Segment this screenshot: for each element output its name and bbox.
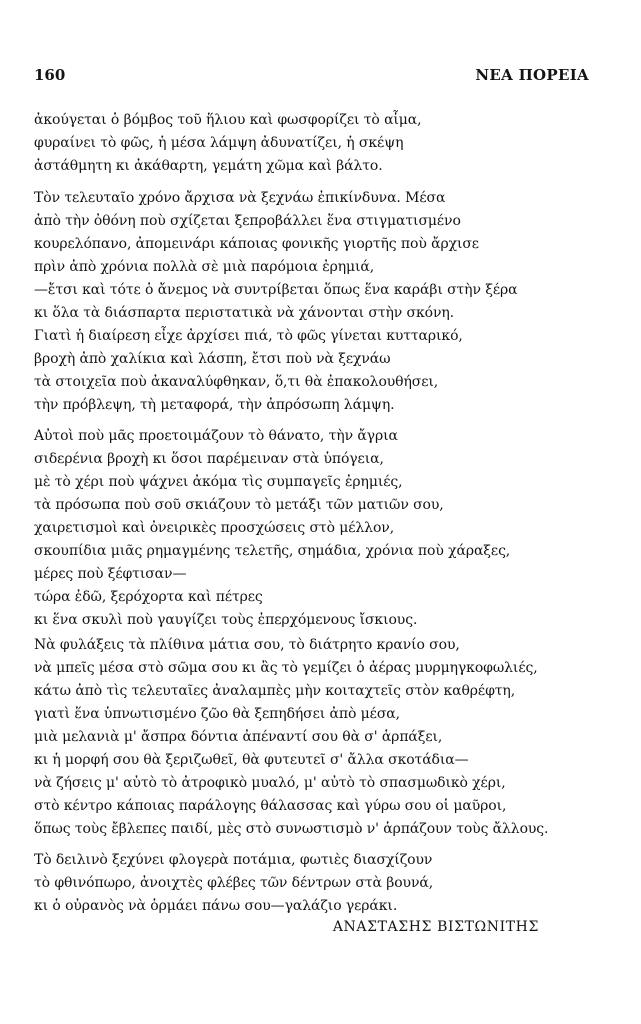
- poem-line: τὴν πρόβλεψη, τὴ μεταφορά, τὴν ἀπρόσωπη λάμψη.: [34, 397, 395, 413]
- poem-line: πρὶν ἀπὸ χρόνια πολλὰ σὲ μιὰ παρόμοια ἐρημιά,: [34, 259, 375, 275]
- poem-line: κι ἡ μορφή σου θὰ ξεριζωθεῖ, θὰ φυτευτεῖ σ' ἄλλα σκοτάδια—: [34, 752, 469, 768]
- poem-stanza-1: [34, 109, 594, 178]
- poem-line: ἀπὸ τὴν ὀθόνη ποὺ σχίζεται ξεπροβάλλει ἕνα στιγματισμένο: [34, 213, 461, 229]
- poem-line: χαιρετισμοὶ καὶ ὀνειρικὲς προσχώσεις στὸ μέλλον,: [34, 520, 395, 536]
- poem-line: μὲ τὸ χέρι ποὺ ψάχνει ἀκόμα τὶς συμπαγεῖς ἐρημιές,: [34, 474, 403, 490]
- poem-line: μέρες ποὺ ξέφτισαν—: [34, 566, 187, 582]
- poem-line: στὸ κέντρο κάποιας παράλογης θάλασσας καὶ γύρω σου οἱ μαῦροι,: [34, 798, 507, 814]
- poem-stanza-3: [34, 425, 594, 632]
- poem-line: νὰ ζήσεις μ' αὐτὸ τὸ ἀτροφικὸ μυαλό, μ' αὐτὸ τὸ σπασμωδικὸ χέρι,: [34, 775, 506, 791]
- poem-line: ὅπως τοὺς ἔβλεπες παιδί, μὲς στὸ συνωστισμὸ ν' ἁρπάζουν τοὺς ἄλλους.: [34, 821, 549, 837]
- poem-line: τώρα ἐδῶ, ξερόχορτα καὶ πέτρες: [34, 589, 263, 605]
- journal-title: ΝΕΑ ΠΟΡΕΙΑ: [475, 66, 589, 84]
- poem-line: —ἔτσι καὶ τότε ὁ ἄνεμος νὰ συντρίβεται ὅπως ἕνα καράβι στὴν ξέρα: [34, 282, 518, 298]
- poem-line: γιατὶ ἕνα ὑπνωτισμένο ζῶο θὰ ξεπηδήσει ἀπὸ μέσα,: [34, 706, 400, 722]
- poem-line: ἀκούγεται ὁ βόμβος τοῦ ἥλιου καὶ φωσφορίζει τὸ αἷμα,: [34, 112, 422, 128]
- poem-line: κι ὅλα τὰ διάσπαρτα περιστατικὰ νὰ χάνονται στὴν σκόνη.: [34, 305, 455, 321]
- poem-line: φυραίνει τὸ φῶς, ἡ μέσα λάμψη ἀδυνατίζει, ἡ σκέψη: [34, 135, 404, 151]
- poem-line: μιὰ μελανιὰ μ' ἄσπρα δόντια ἀπέναντί σου θὰ σ' ἁρπάξει,: [34, 729, 443, 745]
- poem-line: Τὸ δειλινὸ ξεχύνει φλογερὰ ποτάμια, φωτιὲς διασχίζουν: [34, 852, 433, 868]
- poem-line: ἀστάθμητη κι ἀκάθαρτη, γεμάτη χῶμα καὶ βάλτο.: [34, 158, 383, 174]
- poem-line: νὰ μπεῖς μέσα στὸ σῶμα σου κι ἂς τὸ γεμίζει ὁ ἀέρας μυρμηγκοφωλιές,: [34, 660, 538, 676]
- poem-stanza-5: [34, 849, 594, 918]
- poem-line: τὸ φθινόπωρο, ἀνοιχτὲς φλέβες τῶν δέντρων στὰ βουνά,: [34, 875, 434, 891]
- poem-line: κι ἕνα σκυλὶ ποὺ γαυγίζει τοὺς ἐπερχόμενους ἴσκιους.: [34, 612, 418, 628]
- poem-stanza-4: [34, 634, 594, 841]
- poem-line: κι ὁ οὐρανὸς νὰ ὁρμάει πάνω σου—γαλάζιο γεράκι.: [34, 898, 398, 914]
- poem-line: τὰ στοιχεῖα ποὺ ἀκαναλύφθηκαν, ὅ,τι θὰ ἐπακολουθήσει,: [34, 374, 439, 390]
- poem-line: σκουπίδια μιᾶς ρημαγμένης τελετῆς, σημάδια, χρόνια ποὺ χάραξες,: [34, 543, 511, 559]
- poem-stanza-2: [34, 187, 594, 417]
- poem-line: κάτω ἀπὸ τὶς τελευταῖες ἀναλαμπὲς μὴν κοιταχτεῖς στὸν καθρέφτη,: [34, 683, 516, 699]
- page-number: 160: [34, 66, 66, 84]
- poem-line: Νὰ φυλάξεις τὰ πλίθινα μάτια σου, τὸ διάτρητο κρανίο σου,: [34, 637, 460, 653]
- page-header: [34, 66, 589, 88]
- poem-line: Τὸν τελευταῖο χρόνο ἄρχισα νὰ ξεχνάω ἐπικίνδυνα. Μέσα: [34, 190, 446, 206]
- poem-line: κουρελόπανο, ἀπομεινάρι κάποιας φονικῆς γιορτῆς ποὺ ἄρχισε: [34, 236, 479, 252]
- poem-line: Γιατὶ ἡ διαίρεση εἶχε ἀρχίσει πιά, τὸ φῶς γίνεται κυτταρικό,: [34, 328, 463, 344]
- poem-line: βροχὴ ἀπὸ χαλίκια καὶ λάσπη, ἔτσι ποὺ νὰ ξεχνάω: [34, 351, 391, 367]
- poem-line: σιδερένια βροχὴ κι ὅσοι παρέμειναν στὰ ὑπόγεια,: [34, 451, 384, 467]
- poem-line: τὰ πρόσωπα ποὺ σοῦ σκιάζουν τὸ μετάξι τῶν ματιῶν σου,: [34, 497, 444, 513]
- author-signature: ΑΝΑΣΤΑΣΗΣ ΒΙΣΤΩΝΙΤΗΣ: [332, 919, 539, 935]
- poem-line: Αὐτοὶ ποὺ μᾶς προετοιμάζουν τὸ θάνατο, τὴν ἄγρια: [34, 428, 398, 444]
